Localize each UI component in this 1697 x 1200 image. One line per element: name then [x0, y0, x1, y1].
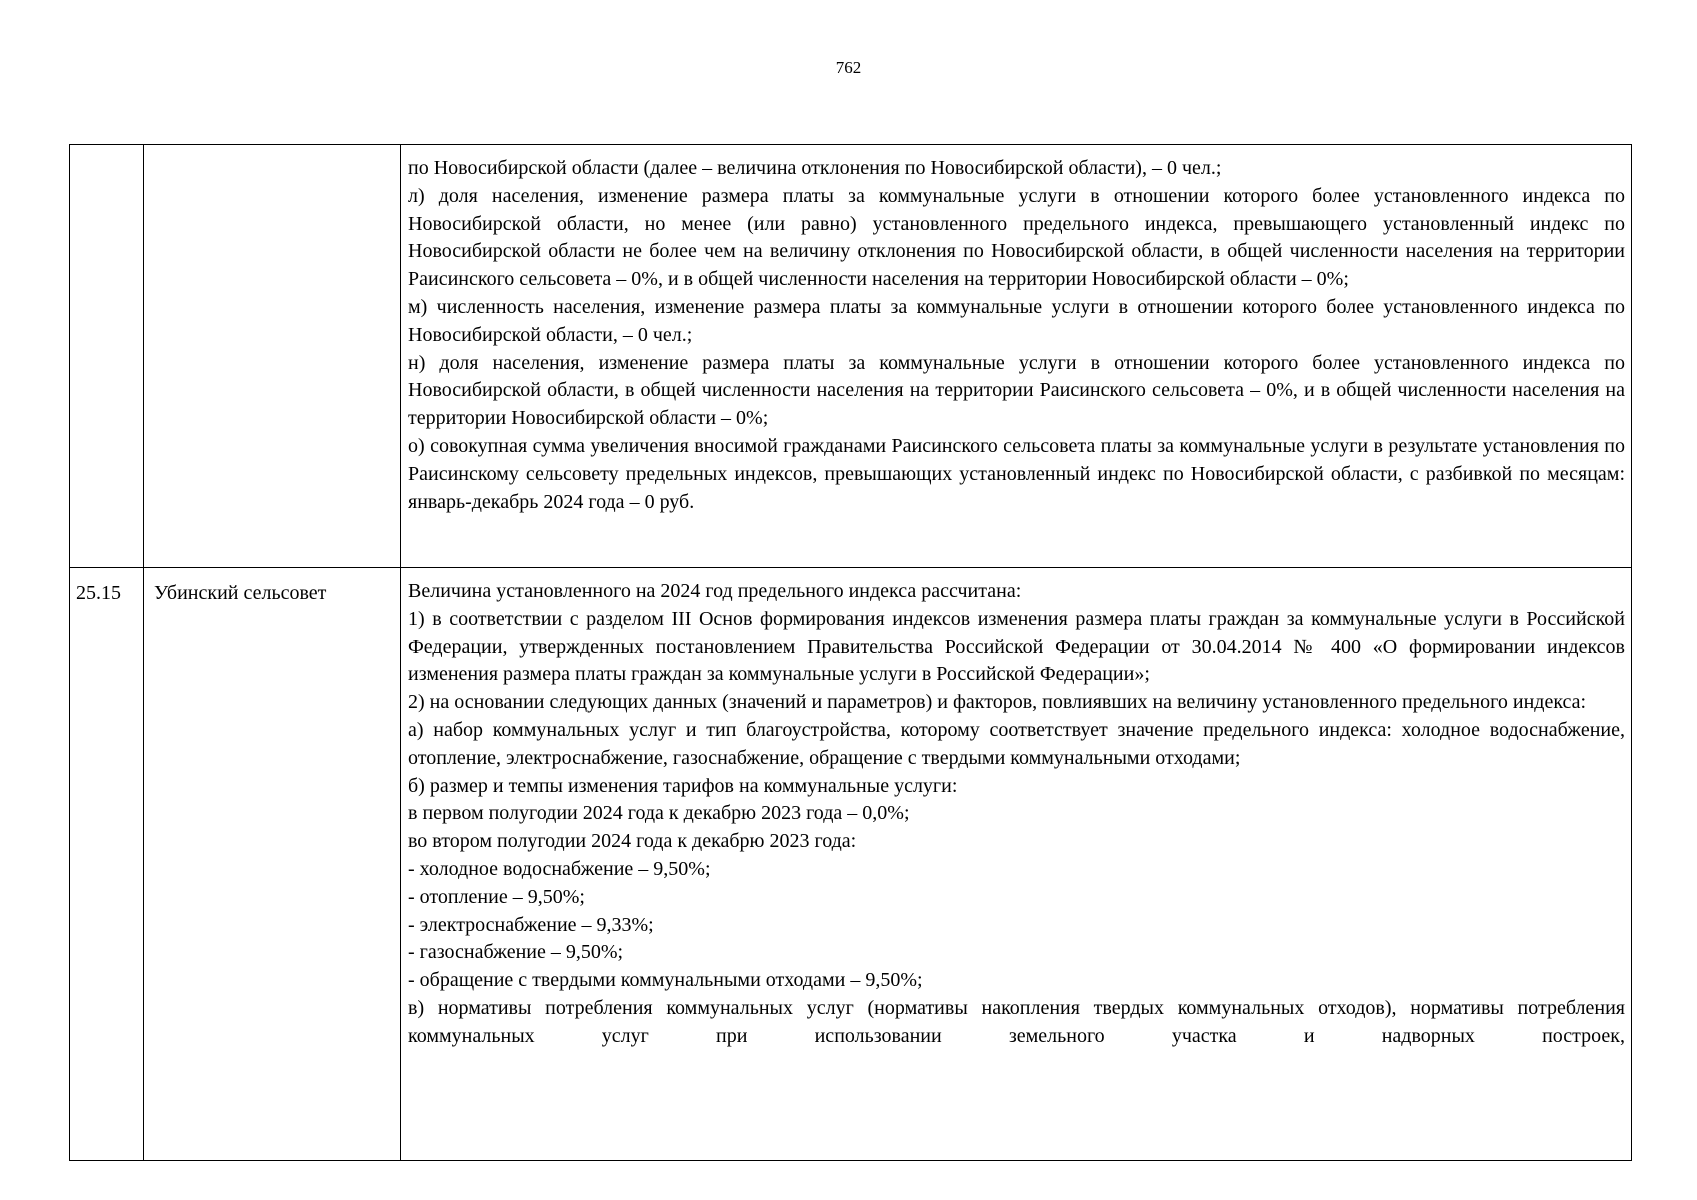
- paragraph: в) нормативы потребления коммунальных услуг (нормативы накопления твердых коммунальных отходов), нормативы потребления коммунальных услуг при использовании земельного участка и надворных построек,: [408, 996, 1625, 1047]
- paragraph: 1) в соответствии с разделом III Основ формирования индексов изменения размера платы граждан за коммунальные услуги в Российской Федерации, утвержденных постановлением Правительства Российской Федерации от 30.04.2014 № 400 «О формировании индексов изменения размера платы граждан за коммунальные услуги в Российской Федерации»;: [408, 607, 1625, 686]
- table-row: [70, 145, 1632, 568]
- paragraph: - холодное водоснабжение – 9,50%;: [408, 857, 711, 880]
- paragraph: - электроснабжение – 9,33%;: [408, 913, 654, 936]
- document-table: [69, 144, 1632, 1161]
- paragraph: в первом полугодии 2024 года к декабрю 2023 года – 0,0%;: [408, 802, 910, 825]
- table-row: [70, 568, 1632, 1161]
- paragraph: - отопление – 9,50%;: [408, 885, 585, 908]
- paragraph: во втором полугодии 2024 года к декабрю 2023 года:: [408, 830, 857, 853]
- paragraph: о) совокупная сумма увеличения вносимой гражданами Раисинского сельсовета платы за коммунальные услуги в результате установления по Раисинскому сельсовету предельных индексов, превышающих установленный индекс по Новосибирской области, с разбивкой по месяцам: январь-декабрь 2024 года – 0 руб.: [408, 434, 1625, 513]
- description-cell: [401, 568, 1632, 1161]
- paragraph: Величина установленного на 2024 год предельного индекса рассчитана:: [408, 580, 1022, 602]
- page-number: 762: [835, 58, 862, 77]
- description-cell: [401, 145, 1632, 568]
- paragraph: по Новосибирской области (далее – величина отклонения по Новосибирской области), – 0 чел.;: [408, 157, 1222, 179]
- municipality-name-cell: [144, 145, 401, 568]
- paragraph: а) набор коммунальных услуг и тип благоустройства, которому соответствует значение предельного индекса: холодное водоснабжение, отопление, электроснабжение, газоснабжение, обращение с твердыми коммунальными отходами;: [408, 718, 1625, 769]
- paragraph: л) доля населения, изменение размера платы за коммунальные услуги в отношении которого более установленного индекса по Новосибирской области, но менее (или равно) установленного предельного индекса, превышающего установленный индекс по Новосибирской области не более чем на величину отклонения по Новосибирской области, в общей численности населения на территории Раисинского сельсовета – 0%, и в общей численности населения на территории Новосибирской области – 0%;: [408, 184, 1625, 291]
- row-number-cell: [70, 145, 144, 568]
- municipality-name-cell: Убинский сельсовет: [144, 568, 401, 1161]
- paragraph: м) численность населения, изменение размера платы за коммунальные услуги в отношении которого более установленного индекса по Новосибирской области, – 0 чел.;: [408, 295, 1625, 346]
- paragraph: - обращение с твердыми коммунальными отходами – 9,50%;: [408, 969, 923, 992]
- paragraph: 2) на основании следующих данных (значений и параметров) и факторов, повлиявших на величину установленного предельного индекса:: [408, 691, 1587, 714]
- paragraph: б) размер и темпы изменения тарифов на коммунальные услуги:: [408, 774, 958, 797]
- paragraph: - газоснабжение – 9,50%;: [408, 941, 624, 964]
- row-number-cell: 25.15: [70, 568, 144, 1161]
- paragraph: н) доля населения, изменение размера платы за коммунальные услуги в отношении которого более установленного индекса по Новосибирской области, в общей численности населения на территории Раисинского сельсовета – 0%, и в общей численности населения на территории Новосибирской области – 0%;: [408, 351, 1625, 430]
